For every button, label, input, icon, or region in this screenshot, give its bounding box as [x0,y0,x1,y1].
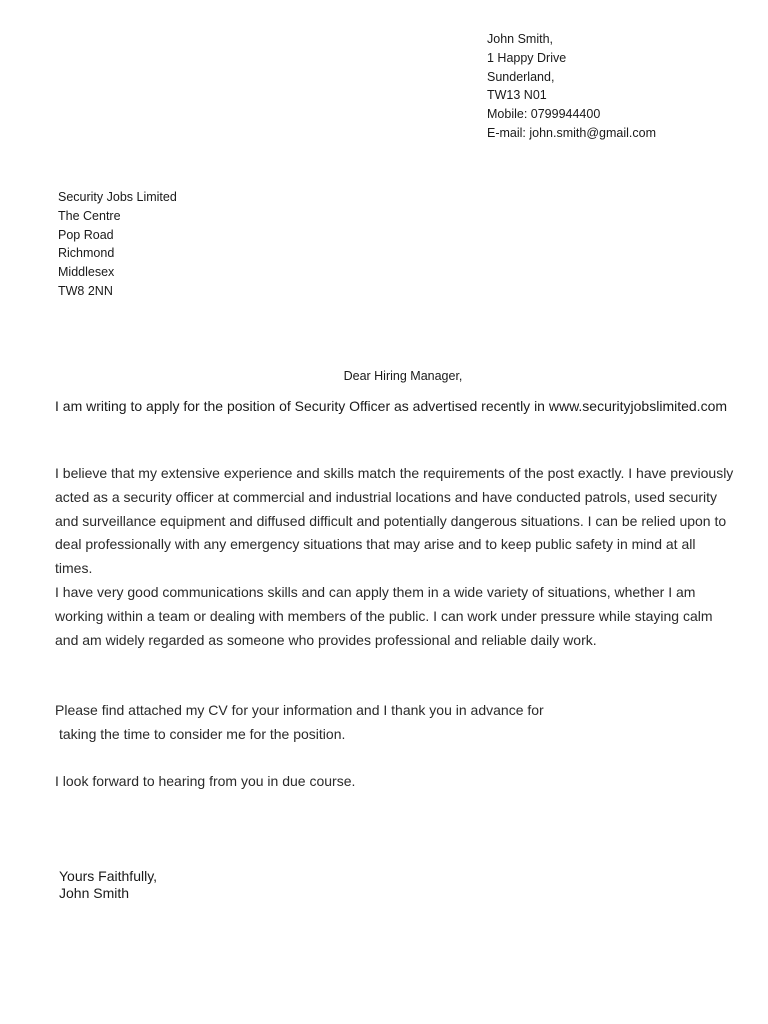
salutation: Dear Hiring Manager, [343,369,463,383]
sender-mobile: Mobile: 0799944400 [487,107,601,122]
sender-postcode: TW13 N01 [487,88,547,103]
skills-paragraph [55,581,755,652]
closing-sentence: I look forward to hearing from you in due course. [55,773,356,789]
recipient-company: Security Jobs Limited [58,190,177,204]
paragraph-line: times. [55,560,93,577]
recipient-building: The Centre [58,208,121,223]
paragraph-line: acted as a security officer at commercial and industrial locations and have conducted patrols, used security [55,488,717,505]
paragraph-line: taking the time to consider me for the position. [59,725,346,742]
paragraph-line: Please find attached my CV for your information and I thank you in advance for [55,702,544,718]
paragraph-line: and am widely regarded as someone who provides professional and reliable daily work. [55,631,597,648]
recipient-address [58,188,177,301]
sender-city: Sunderland, [487,69,555,84]
experience-paragraph [55,462,755,581]
sign-off [59,868,157,901]
paragraph-line: and surveillance equipment and diffused difficult and potentially dangerous situations. I can be relied upon to [55,512,727,529]
attachment-paragraph [55,699,755,747]
sender-email: E-mail: john.smith@gmail.com [487,125,656,140]
paragraph-line: I have very good communications skills and can apply them in a wide variety of situations, whether I am [55,584,696,600]
recipient-postcode: TW8 2NN [58,283,113,298]
paragraph-line: deal professionally with any emergency situations that may arise and to keep public safety in mind at all [55,536,696,553]
recipient-town: Richmond [58,246,115,261]
signature-name: John Smith [59,884,130,901]
sender-address [487,30,656,143]
paragraph-line: I believe that my extensive experience and skills match the requirements of the post exactly. I have previously [55,465,734,481]
paragraph-line: working within a team or dealing with members of the public. I can work under pressure while staying calm [55,607,713,624]
recipient-street: Pop Road [58,227,114,242]
closing-phrase: Yours Faithfully, [59,868,158,884]
sender-name: John Smith, [487,32,554,46]
recipient-county: Middlesex [58,265,115,280]
intro-sentence: I am writing to apply for the position of Security Officer as advertised recently in www.securityjobslimited.com [55,398,728,414]
sender-street: 1 Happy Drive [487,50,567,65]
